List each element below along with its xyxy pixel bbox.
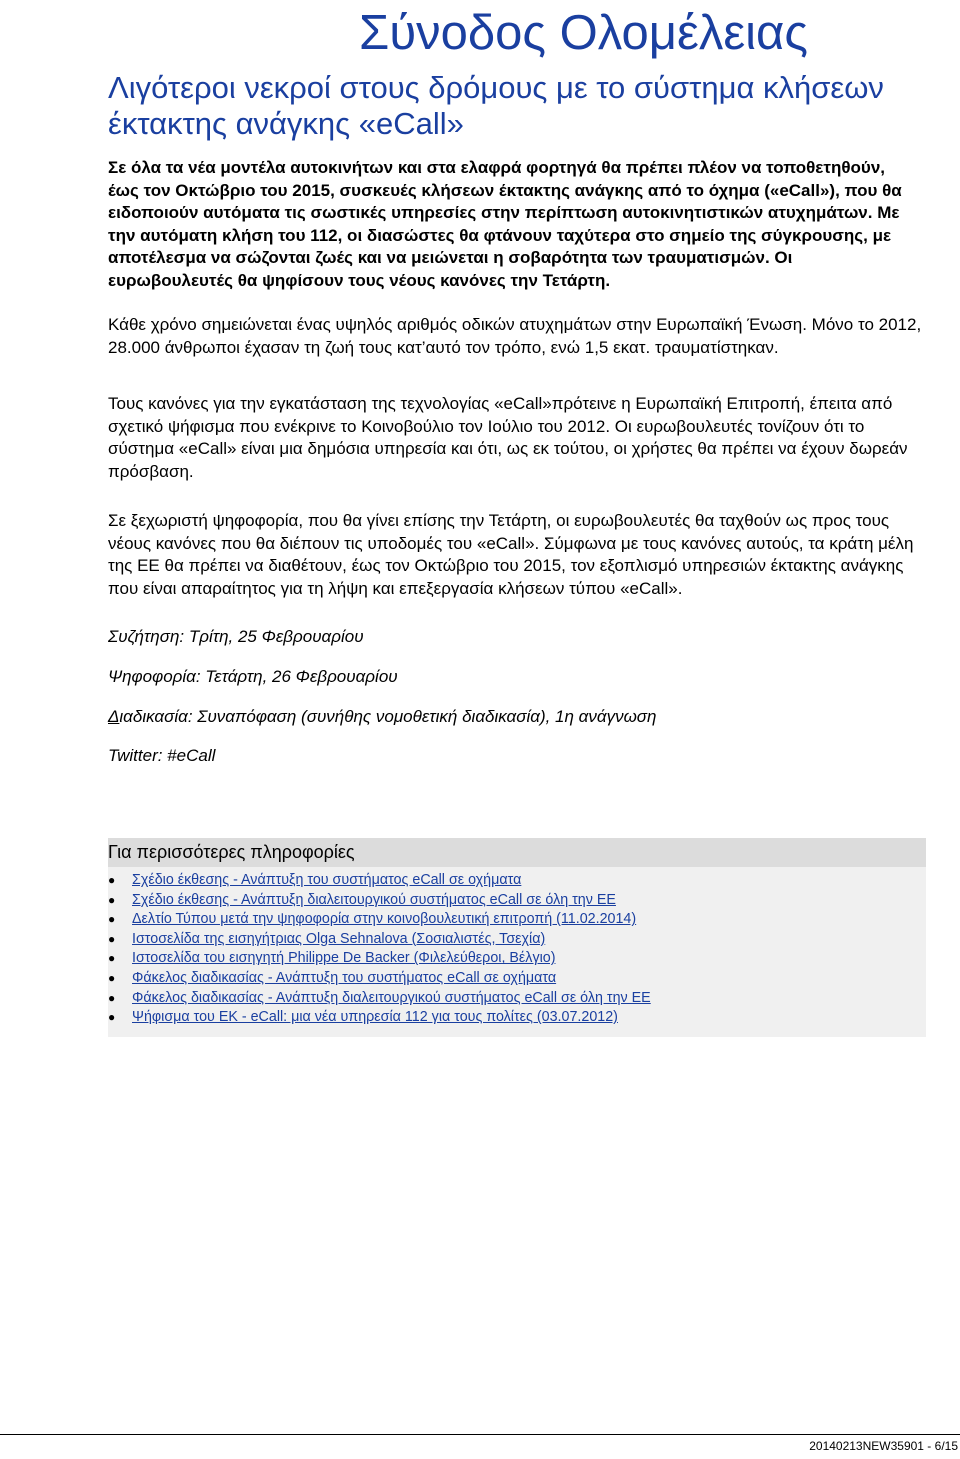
bullet-icon: ● <box>108 873 116 887</box>
bullet-icon: ● <box>108 931 116 946</box>
list-item <box>108 949 926 969</box>
article-paragraph-3: Σε ξεχωριστή ψηφοφορία, που θα γίνει επίσης την Τετάρτη, οι ευρωβουλευτές θα ταχθούν ως προς τους νέους κανόνες που θα διέπουν τις υποδομές του «eCall». Σύμφωνα με τους κανόνες αυτούς, τα κράτη μέλη της ΕΕ θα πρέπει να διαθέτουν, έως τον Οκτώβριο του 2015, τον εξοπλισμό υπηρεσιών έκτακτης ανάγκης που είναι απαραίτητος για τη λήψη και επεξεργασία κλήσεων τύπου «eCall». <box>108 511 914 598</box>
link-procedure-file-vehicles[interactable]: Φάκελος διαδικασίας - Ανάπτυξη του συστήματος eCall σε οχήματα <box>132 969 557 986</box>
bullet-icon: ● <box>108 990 116 1005</box>
bullet-icon: ● <box>108 951 116 966</box>
link-procedure-file-interoperable[interactable]: Φάκελος διαδικασίας - Ανάπτυξη διαλειτουργικού συστήματος eCall σε όλη την ΕΕ <box>132 989 651 1006</box>
footer-reference: 20140213NEW35901 - 6/15 <box>809 1439 958 1453</box>
section-title: Σύνοδος Ολομέλειας <box>359 6 808 60</box>
bullet-icon: ● <box>108 970 116 985</box>
list-item <box>108 910 926 930</box>
link-draft-report-vehicles[interactable]: Σχέδιο έκθεσης - Ανάπτυξη του συστήματος eCall σε οχήματα <box>132 872 522 888</box>
list-item <box>108 871 926 891</box>
footer-divider <box>0 1434 960 1435</box>
more-info-links <box>108 871 926 1028</box>
bullet-icon: ● <box>108 912 116 927</box>
list-item <box>108 891 926 911</box>
list-item <box>108 989 926 1009</box>
article-paragraph-1: Κάθε χρόνο σημειώνεται ένας υψηλός αριθμός οδικών ατυχημάτων στην Ευρωπαϊκή Ένωση. Μόνο το 2012, 28.000 άνθρωποι έχασαν τη ζωή τους κατ’αυτό τον τρόπο, ενώ 1,5 εκατ. τραυματίστηκαν. <box>108 315 922 357</box>
vote-date: Ψηφοφορία: Τετάρτη, 26 Φεβρουαρίου <box>108 667 398 686</box>
debate-date: Συζήτηση: Τρίτη, 25 Φεβρουαρίου <box>108 627 364 646</box>
article-headline: Λιγότεροι νεκροί στους δρόμους με το σύστημα κλήσεων έκτακτης ανάγκης «eCall» <box>108 70 884 141</box>
link-ep-resolution[interactable]: Ψήφισμα του ΕΚ - eCall: μια νέα υπηρεσία 112 για τους πολίτες (03.07.2012) <box>132 1009 618 1026</box>
bullet-icon: ● <box>108 892 116 907</box>
article-paragraph-2: Τους κανόνες για την εγκατάσταση της τεχνολογίας «eCall»πρότεινε η Ευρωπαϊκή Επιτροπή, έπειτα από σχετικό ψήφισμα που ενέκρινε το Κοινοβούλιο τον Ιούλιο του 2012. Οι ευρωβουλευτές τονίζουν ότι το σύστημα «eCall» είναι μια δημόσια υπηρεσία και ότι, ως εκ τούτου, οι χρήστες θα πρέπει να έχουν δωρεάν πρόσβαση. <box>108 394 908 481</box>
procedure-info <box>108 706 657 728</box>
link-press-release[interactable]: Δελτίο Τύπου μετά την ψηφοφορία στην κοινοβουλευτική επιτροπή (11.02.2014) <box>132 911 637 928</box>
link-rapporteur-sehnalova[interactable]: Ιστοσελίδα της εισηγήτριας Olga Sehnalova (Σοσιαλιστές, Τσεχία) <box>132 930 546 947</box>
list-item <box>108 930 926 950</box>
more-info-title: Για περισσότερες πληροφορίες <box>108 838 926 867</box>
link-rapporteur-de-backer[interactable]: Ιστοσελίδα του εισηγητή Philippe De Backer (Φιλελεύθεροι, Βέλγιο) <box>132 950 556 967</box>
article-lead: Σε όλα τα νέα μοντέλα αυτοκινήτων και στα ελαφρά φορτηγά θα πρέπει πλέον να τοποθετηθούν, έως τον Οκτώβριο του 2015, συσκευές κλήσεων έκτακτης ανάγκης από το όχημα («eCall»), που θα ειδοποιούν αυτόματα τις σωστικές υπηρεσίες στην περίπτωση αυτοκινητιστικών ατυχημάτων. Με την αυτόματη κλήση του 112, οι διασώστες θα φτάνουν ταχύτερα στο σημείο της σύγκρουσης, με αποτέλεσμα να σώζονται ζωές και να μειώνεται η σοβαρότητα των τραυματισμών. Οι ευρωβουλευτές θα ψηφίσουν τους νέους κανόνες την Τετάρτη. <box>108 158 902 290</box>
procedure-text: ιαδικασία: Συναπόφαση (συνήθης νομοθετική διαδικασία), 1η ανάγνωση <box>119 707 657 726</box>
more-info-box <box>108 838 926 1037</box>
list-item <box>108 1008 926 1028</box>
list-item <box>108 969 926 989</box>
link-draft-report-interoperable[interactable]: Σχέδιο έκθεσης - Ανάπτυξη διαλειτουργικού συστήματος eCall σε όλη την ΕΕ <box>132 891 616 908</box>
procedure-initial: Δ <box>108 707 120 726</box>
twitter-hashtag: Twitter: #eCall <box>108 746 216 765</box>
bullet-icon: ● <box>108 1010 116 1025</box>
